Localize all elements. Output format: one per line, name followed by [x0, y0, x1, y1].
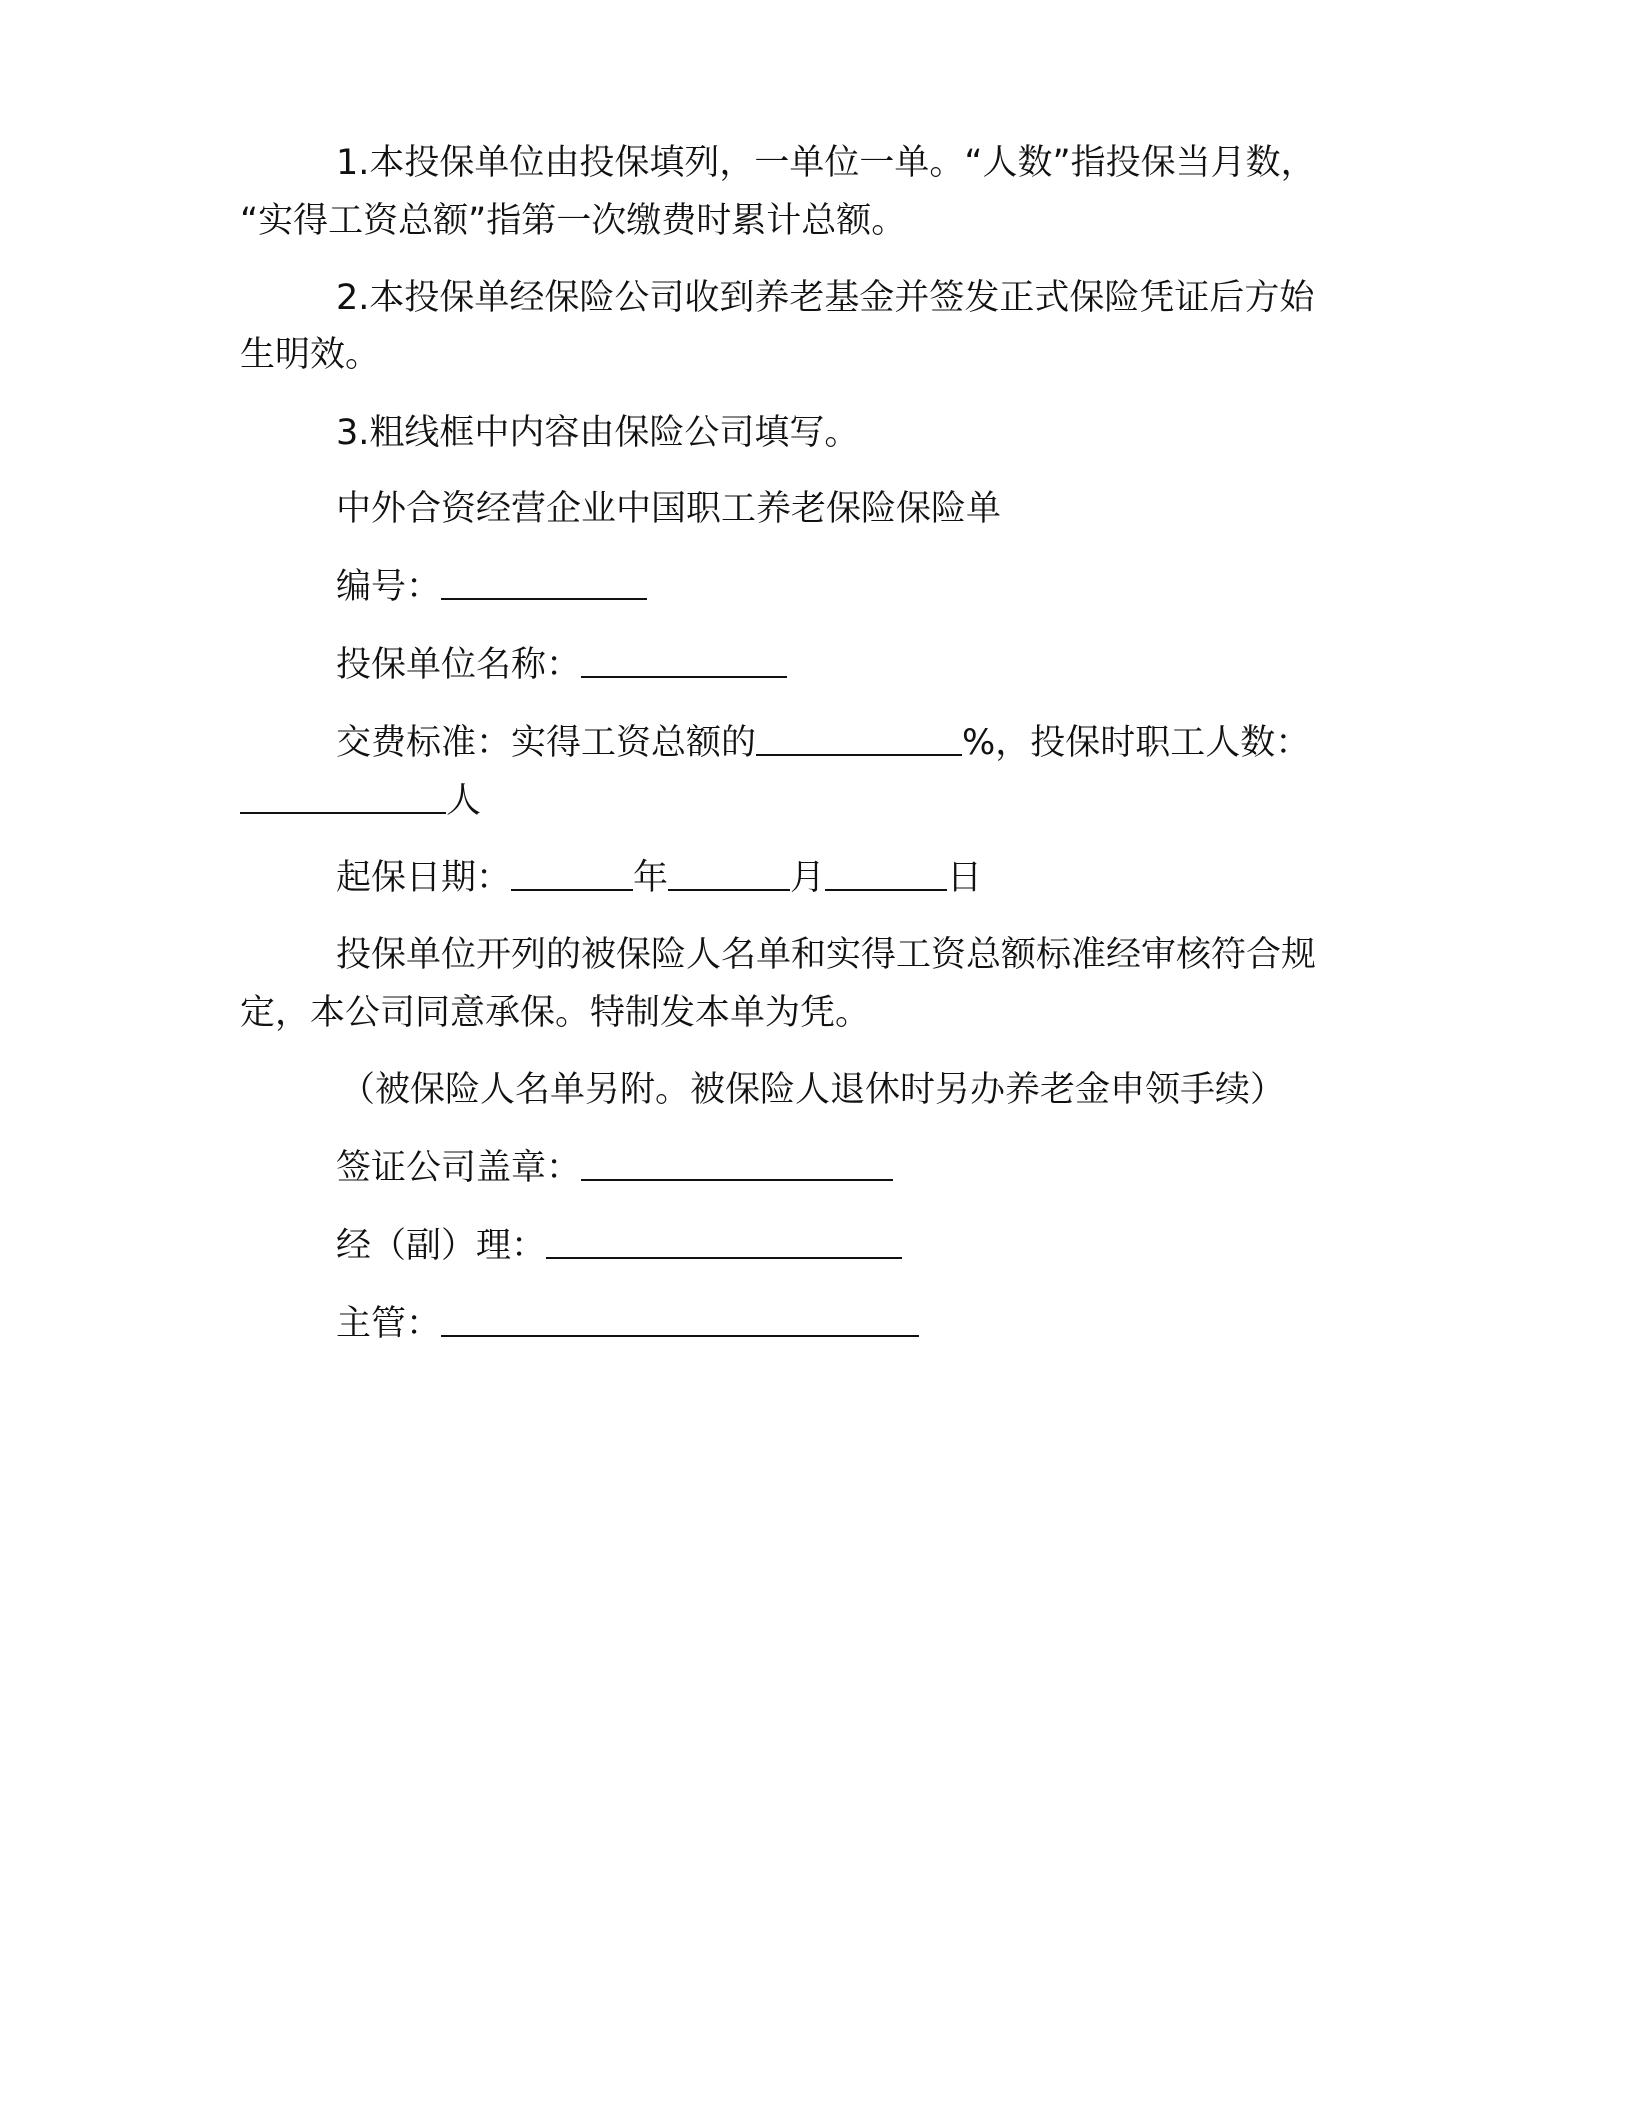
- seal-label: 签证公司盖章：: [336, 1148, 582, 1188]
- attachment-note: （被保险人名单另附。被保险人退休时另办养老金申领手续）: [340, 1070, 1286, 1110]
- headcount-unit: 人: [446, 781, 482, 821]
- note-3: 3.粗线框中内容由保险公司填写。: [336, 413, 860, 453]
- insurer-name-blank[interactable]: [581, 674, 787, 678]
- start-date-row: [240, 839, 1400, 917]
- approval-line-1: 投保单位开列的被保险人名单和实得工资总额标准经审核符合规: [336, 935, 1317, 975]
- note-1-line-2: “实得工资总额”指第一次缴费时累计总额。: [240, 201, 907, 241]
- year-label: 年: [633, 858, 669, 898]
- supervisor-row: [240, 1285, 1400, 1363]
- manager-label: 经（副）理：: [336, 1226, 547, 1266]
- supervisor-label: 主管：: [336, 1304, 442, 1344]
- note-2-line-2: 生明效。: [240, 335, 381, 375]
- day-blank[interactable]: [825, 887, 947, 891]
- note-2-line-1: 2.本投保单经保险公司收到养老基金并签发正式保险凭证后方始: [336, 278, 1315, 318]
- insurer-name-label: 投保单位名称：: [336, 645, 582, 685]
- note-1-line-1: 1.本投保单位由投保填列，一单位一单。“人数”指投保当月数，: [336, 143, 1316, 183]
- manager-row: [240, 1207, 1400, 1285]
- seal-row: [240, 1129, 1400, 1207]
- headcount-blank[interactable]: [240, 810, 446, 814]
- fee-percent-suffix: %，投保时职工人数：: [962, 723, 1311, 763]
- manager-blank[interactable]: [546, 1255, 902, 1259]
- headcount-row: [240, 762, 1400, 840]
- number-label: 编号：: [336, 567, 442, 607]
- month-blank[interactable]: [668, 887, 790, 891]
- number-blank[interactable]: [441, 596, 647, 600]
- fee-percent-blank[interactable]: [756, 752, 962, 756]
- supervisor-blank[interactable]: [441, 1333, 919, 1337]
- document-page: [240, 0, 1400, 2112]
- day-label: 日: [947, 858, 983, 898]
- seal-blank[interactable]: [581, 1177, 893, 1181]
- policy-title: 中外合资经营企业中国职工养老保险保险单: [336, 489, 1002, 529]
- month-label: 月: [790, 858, 826, 898]
- year-blank[interactable]: [511, 887, 633, 891]
- number-row: [240, 548, 1400, 626]
- fee-standard-label: 交费标准：实得工资总额的: [336, 723, 757, 763]
- start-date-label: 起保日期：: [336, 858, 512, 898]
- insurer-name-row: [240, 626, 1400, 704]
- approval-line-2: 定，本公司同意承保。特制发本单为凭。: [240, 993, 871, 1033]
